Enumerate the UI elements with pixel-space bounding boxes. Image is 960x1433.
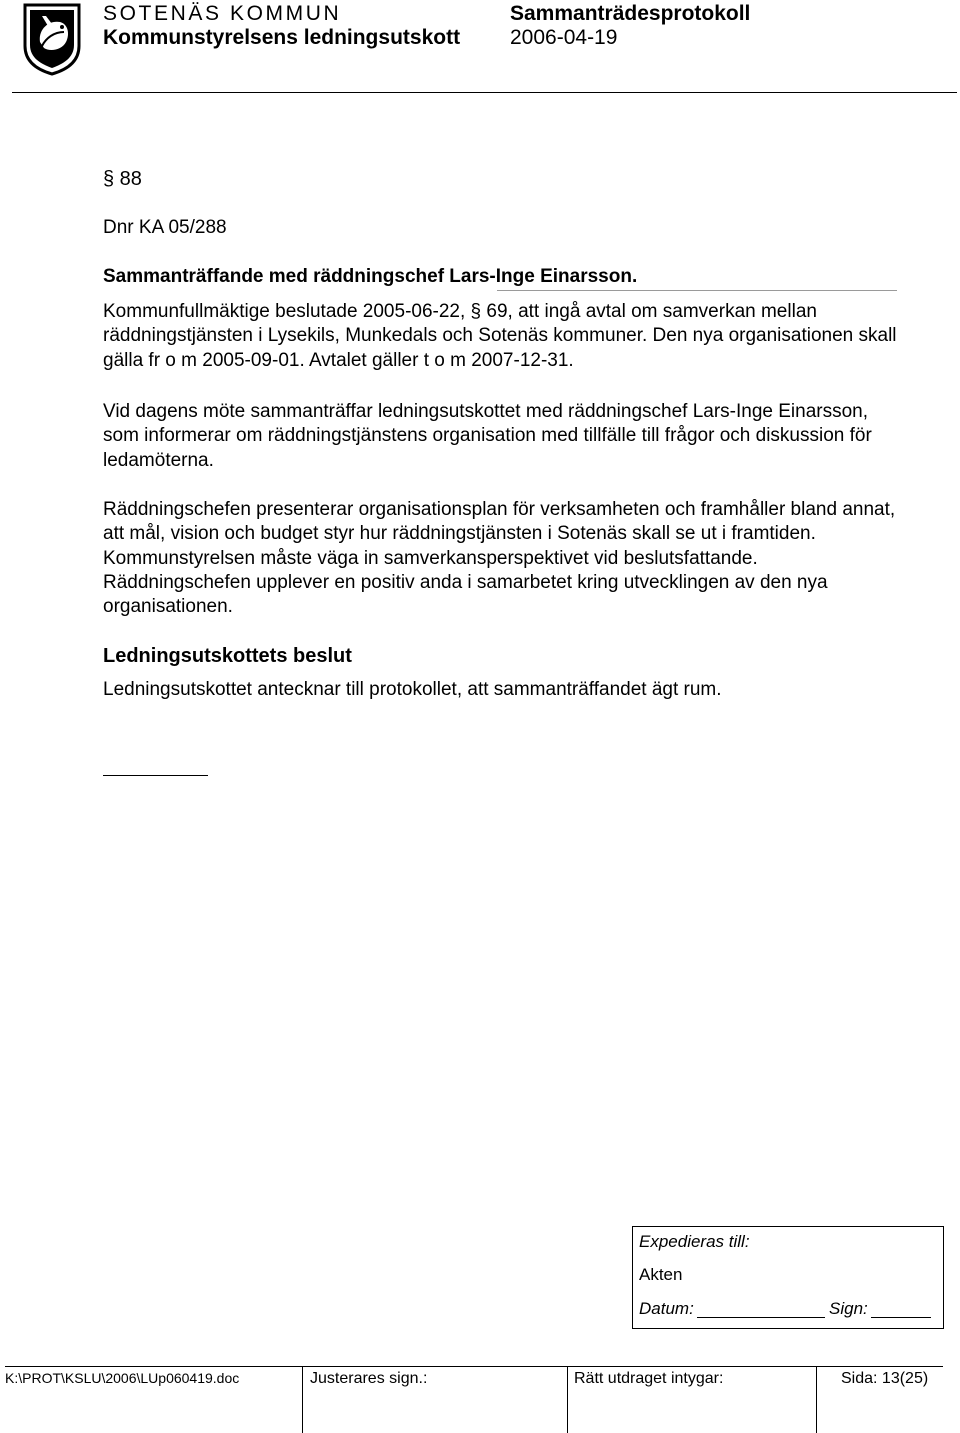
distribution-recipient: Akten — [639, 1265, 683, 1284]
document-type: Sammanträdesprotokoll — [510, 2, 751, 25]
body-paragraph-2: Vid dagens möte sammanträffar ledningsutskottet med räddningschef Lars-Inge Einarsson, som informerar om räddningstjänstens organisation med tillfälle till frågor och diskussion för ledamöterna. — [103, 401, 872, 471]
end-of-section-rule — [103, 775, 208, 776]
sign-label: Sign: — [829, 1299, 868, 1318]
footer-separator — [302, 1366, 303, 1433]
body-paragraph-1: Kommunfullmäktige beslutade 2005-06-22, § 69, att ingå avtal om samverkan mellan räddningstjänsten i Lysekils, Munkedals och Sotenäs kommuner. Den nya organisationen skall gälla fr o m 2005-09-01. Avtalet gäller t o m 2007-12-31. — [103, 301, 897, 371]
file-path: K:\PROT\KSLU\2006\LUp060419.doc — [5, 1370, 240, 1386]
meeting-date: 2006-04-19 — [510, 26, 618, 49]
municipality-crest-logo — [22, 2, 82, 76]
sign-line — [871, 1317, 931, 1318]
section-title: Sammanträffande med räddningschef Lars-Inge Einarsson. — [103, 266, 638, 287]
datum-label: Datum: — [639, 1299, 694, 1318]
footer-divider — [5, 1366, 943, 1367]
justeras-label: Justerares sign.: — [310, 1370, 428, 1387]
page-number: Sida: 13(25) — [841, 1370, 929, 1387]
committee-name: Kommunstyrelsens ledningsutskott — [103, 26, 461, 49]
decision-heading: Ledningsutskottets beslut — [103, 645, 352, 667]
title-divider — [497, 290, 897, 291]
distribution-label: Expedieras till: — [639, 1232, 750, 1251]
diary-number: Dnr KA 05/288 — [103, 217, 227, 238]
footer-separator — [816, 1366, 817, 1433]
body-paragraph-3: Räddningschefen presenterar organisationsplan för verksamheten och framhåller bland annat, att mål, vision och budget styr hur räddningstjänsten i Sotenäs skall se ut i framtiden. Kommunstyrelsen måste väga in samverkansperspektivet vid beslutsfattande. Räddningschefen upplever en positiv anda i samarbetet kring utvecklingen av den nya organisationen. — [103, 499, 896, 618]
municipality-name: SOTENÄS KOMMUN — [103, 2, 342, 25]
datum-line — [697, 1317, 825, 1318]
header-divider — [12, 92, 957, 93]
paragraph-number: § 88 — [103, 168, 142, 190]
decision-text: Ledningsutskottet antecknar till protokollet, att sammanträffandet ägt rum. — [103, 679, 722, 700]
distribution-box — [632, 1226, 944, 1329]
certified-extract-label: Rätt utdraget intygar: — [574, 1370, 724, 1387]
footer-separator — [567, 1366, 568, 1433]
